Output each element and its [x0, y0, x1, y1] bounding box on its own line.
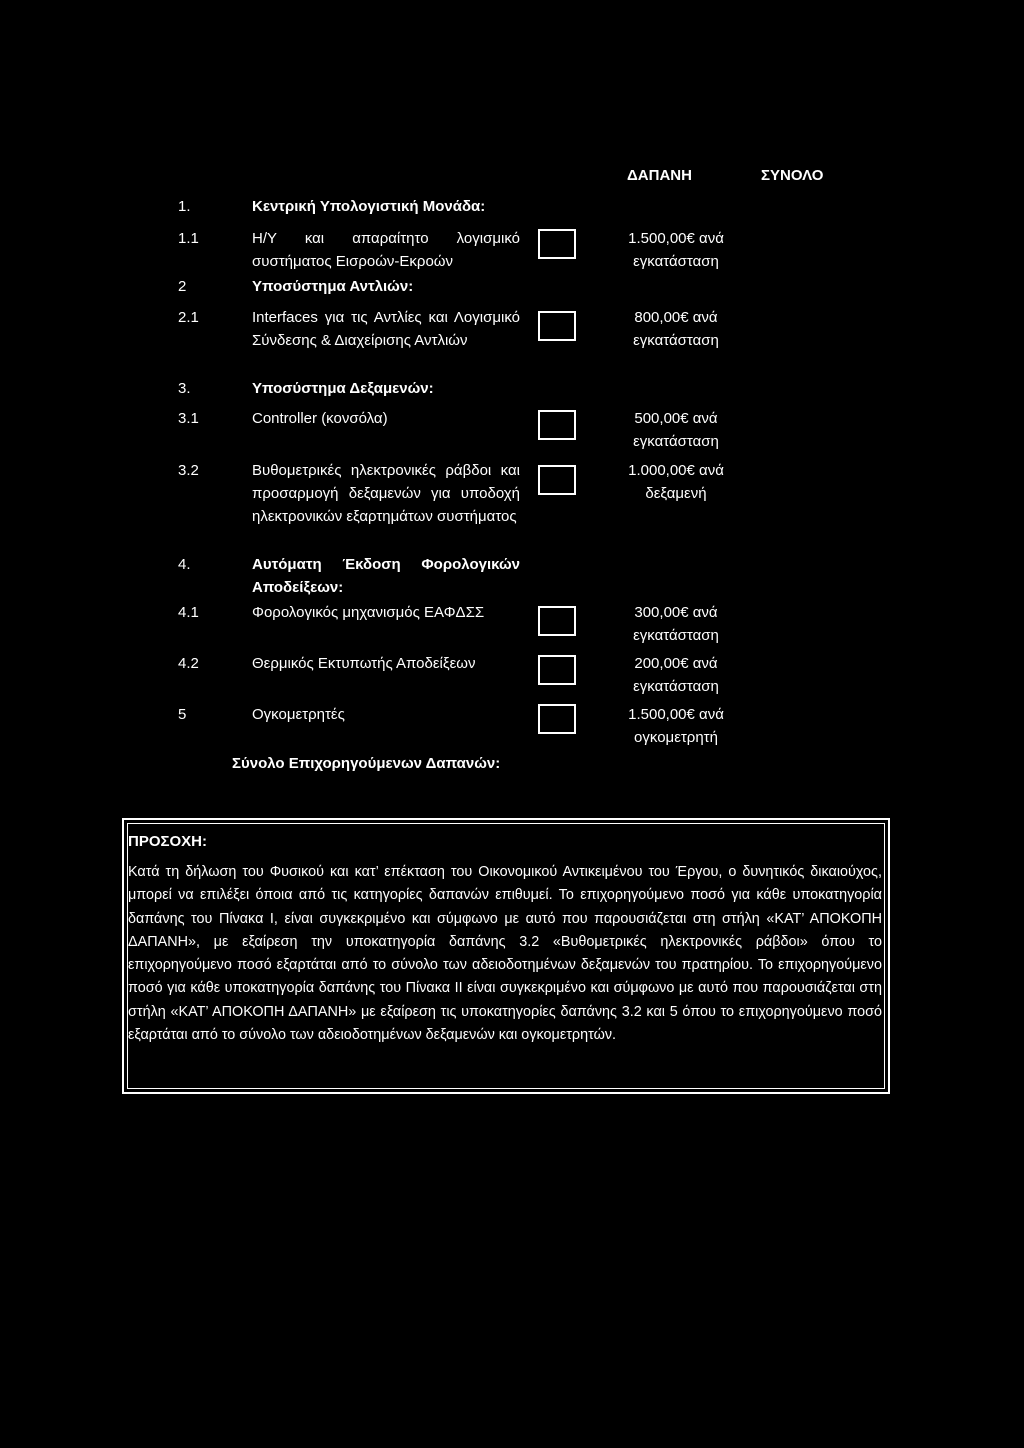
item-cost: 300,00€ ανά εγκατάσταση — [633, 604, 719, 644]
item-cost: 800,00€ ανά εγκατάσταση — [633, 309, 719, 349]
section-heading: Αυτόματη Έκδοση Φορολογικών Αποδείξεων: — [252, 556, 520, 596]
item-description: Ογκομετρητές — [252, 706, 345, 723]
item-checkbox[interactable] — [538, 311, 576, 341]
item-checkbox[interactable] — [538, 465, 576, 495]
item-checkbox[interactable] — [538, 704, 576, 734]
section-heading: Υποσύστημα Δεξαμενών: — [252, 380, 434, 397]
notice-body: Κατά τη δήλωση του Φυσικού και κατ’ επέκταση του Οικονομικού Αντικειμένου του Έργου, ο δυνητικός δικαιούχος, μπορεί να επιλέξει όποια από τις κατηγορίες δαπανών επιθυμεί. Το επιχορηγούμενο ποσό για κάθε υποκατηγορία δαπάνης του Πίνακα Ι, είναι συγκεκριμένο και σύμφωνο με αυτό που παρουσιάζεται στη στήλη «ΚΑΤ’ ΑΠΟΚΟΠΗ ΔΑΠΑΝΗ», με εξαίρεση την υποκατηγορία δαπάνης 3.2 «Βυθομετρικές ηλεκτρονικές ράβδοι» όπου το επιχορηγούμενο ποσό εξαρτάται από το σύνολο των αδειοδοτημένων δεξαμενών του πρατηρίου. Το επιχορηγούμενο ποσό για κάθε υποκατηγορία δαπάνης του Πίνακα ΙΙ είναι συγκεκριμένο και σύμφωνο με αυτό που παρουσιάζεται στη στήλη «ΚΑΤ’ ΑΠΟΚΟΠΗ ΔΑΠΑΝΗ» με εξαίρεση τις υποκατηγορίες δαπάνης 3.2 και 5 όπου το επιχορηγούμενο ποσό εξαρτάται από το σύνολο των αδειοδοτημένων δεξαμενών και ογκομετρητών. — [128, 864, 882, 1044]
item-cost: 500,00€ ανά εγκατάσταση — [633, 410, 719, 450]
section-heading: Υποσύστημα Αντλιών: — [252, 278, 414, 295]
item-checkbox[interactable] — [538, 229, 576, 259]
item-number: 2 — [178, 278, 187, 295]
item-number: 2.1 — [178, 309, 199, 326]
item-description: Βυθομετρικές ηλεκτρονικές ράβδοι και προσαρμογή δεξαμενών για υποδοχή ηλεκτρονικών εξαρτημάτων συστήματος — [252, 462, 520, 525]
item-number: 5 — [178, 706, 187, 723]
item-description: Φορολογικός μηχανισμός ΕΑΦΔΣΣ — [252, 604, 485, 621]
item-description: Controller (κονσόλα) — [252, 410, 388, 427]
total-label: Σύνολο Επιχορηγούμενων Δαπανών: — [232, 755, 501, 772]
section-heading: Κεντρική Υπολογιστική Μονάδα: — [252, 198, 486, 215]
item-number: 3. — [178, 380, 191, 397]
item-checkbox[interactable] — [538, 410, 576, 440]
column-header-cost: ΔΑΠΑΝΗ — [627, 167, 692, 184]
item-number: 1.1 — [178, 230, 199, 247]
item-cost: 1.500,00€ ανά εγκατάσταση — [628, 230, 724, 270]
item-number: 3.2 — [178, 462, 199, 479]
item-number: 1. — [178, 198, 191, 215]
item-checkbox[interactable] — [538, 606, 576, 636]
item-cost: 200,00€ ανά εγκατάσταση — [633, 655, 719, 695]
notice-title: ΠΡΟΣΟΧΗ: — [128, 833, 208, 850]
item-number: 4.1 — [178, 604, 199, 621]
item-cost: 1.500,00€ ανά ογκομετρητή — [628, 706, 724, 746]
item-description: Interfaces για τις Αντλίες και Λογισμικό Σύνδεσης & Διαχείρισης Αντλιών — [252, 309, 520, 349]
item-description: Θερμικός Εκτυπωτής Αποδείξεων — [252, 655, 476, 672]
item-number: 3.1 — [178, 410, 199, 427]
item-cost: 1.000,00€ ανά δεξαμενή — [628, 462, 724, 502]
notice-box — [122, 818, 890, 1094]
item-number: 4. — [178, 556, 191, 573]
column-header-total: ΣΥΝΟΛΟ — [761, 167, 824, 184]
item-description: Η/Υ και απαραίτητο λογισμικό συστήματος Εισροών-Εκροών — [252, 230, 520, 270]
item-checkbox[interactable] — [538, 655, 576, 685]
item-number: 4.2 — [178, 655, 199, 672]
